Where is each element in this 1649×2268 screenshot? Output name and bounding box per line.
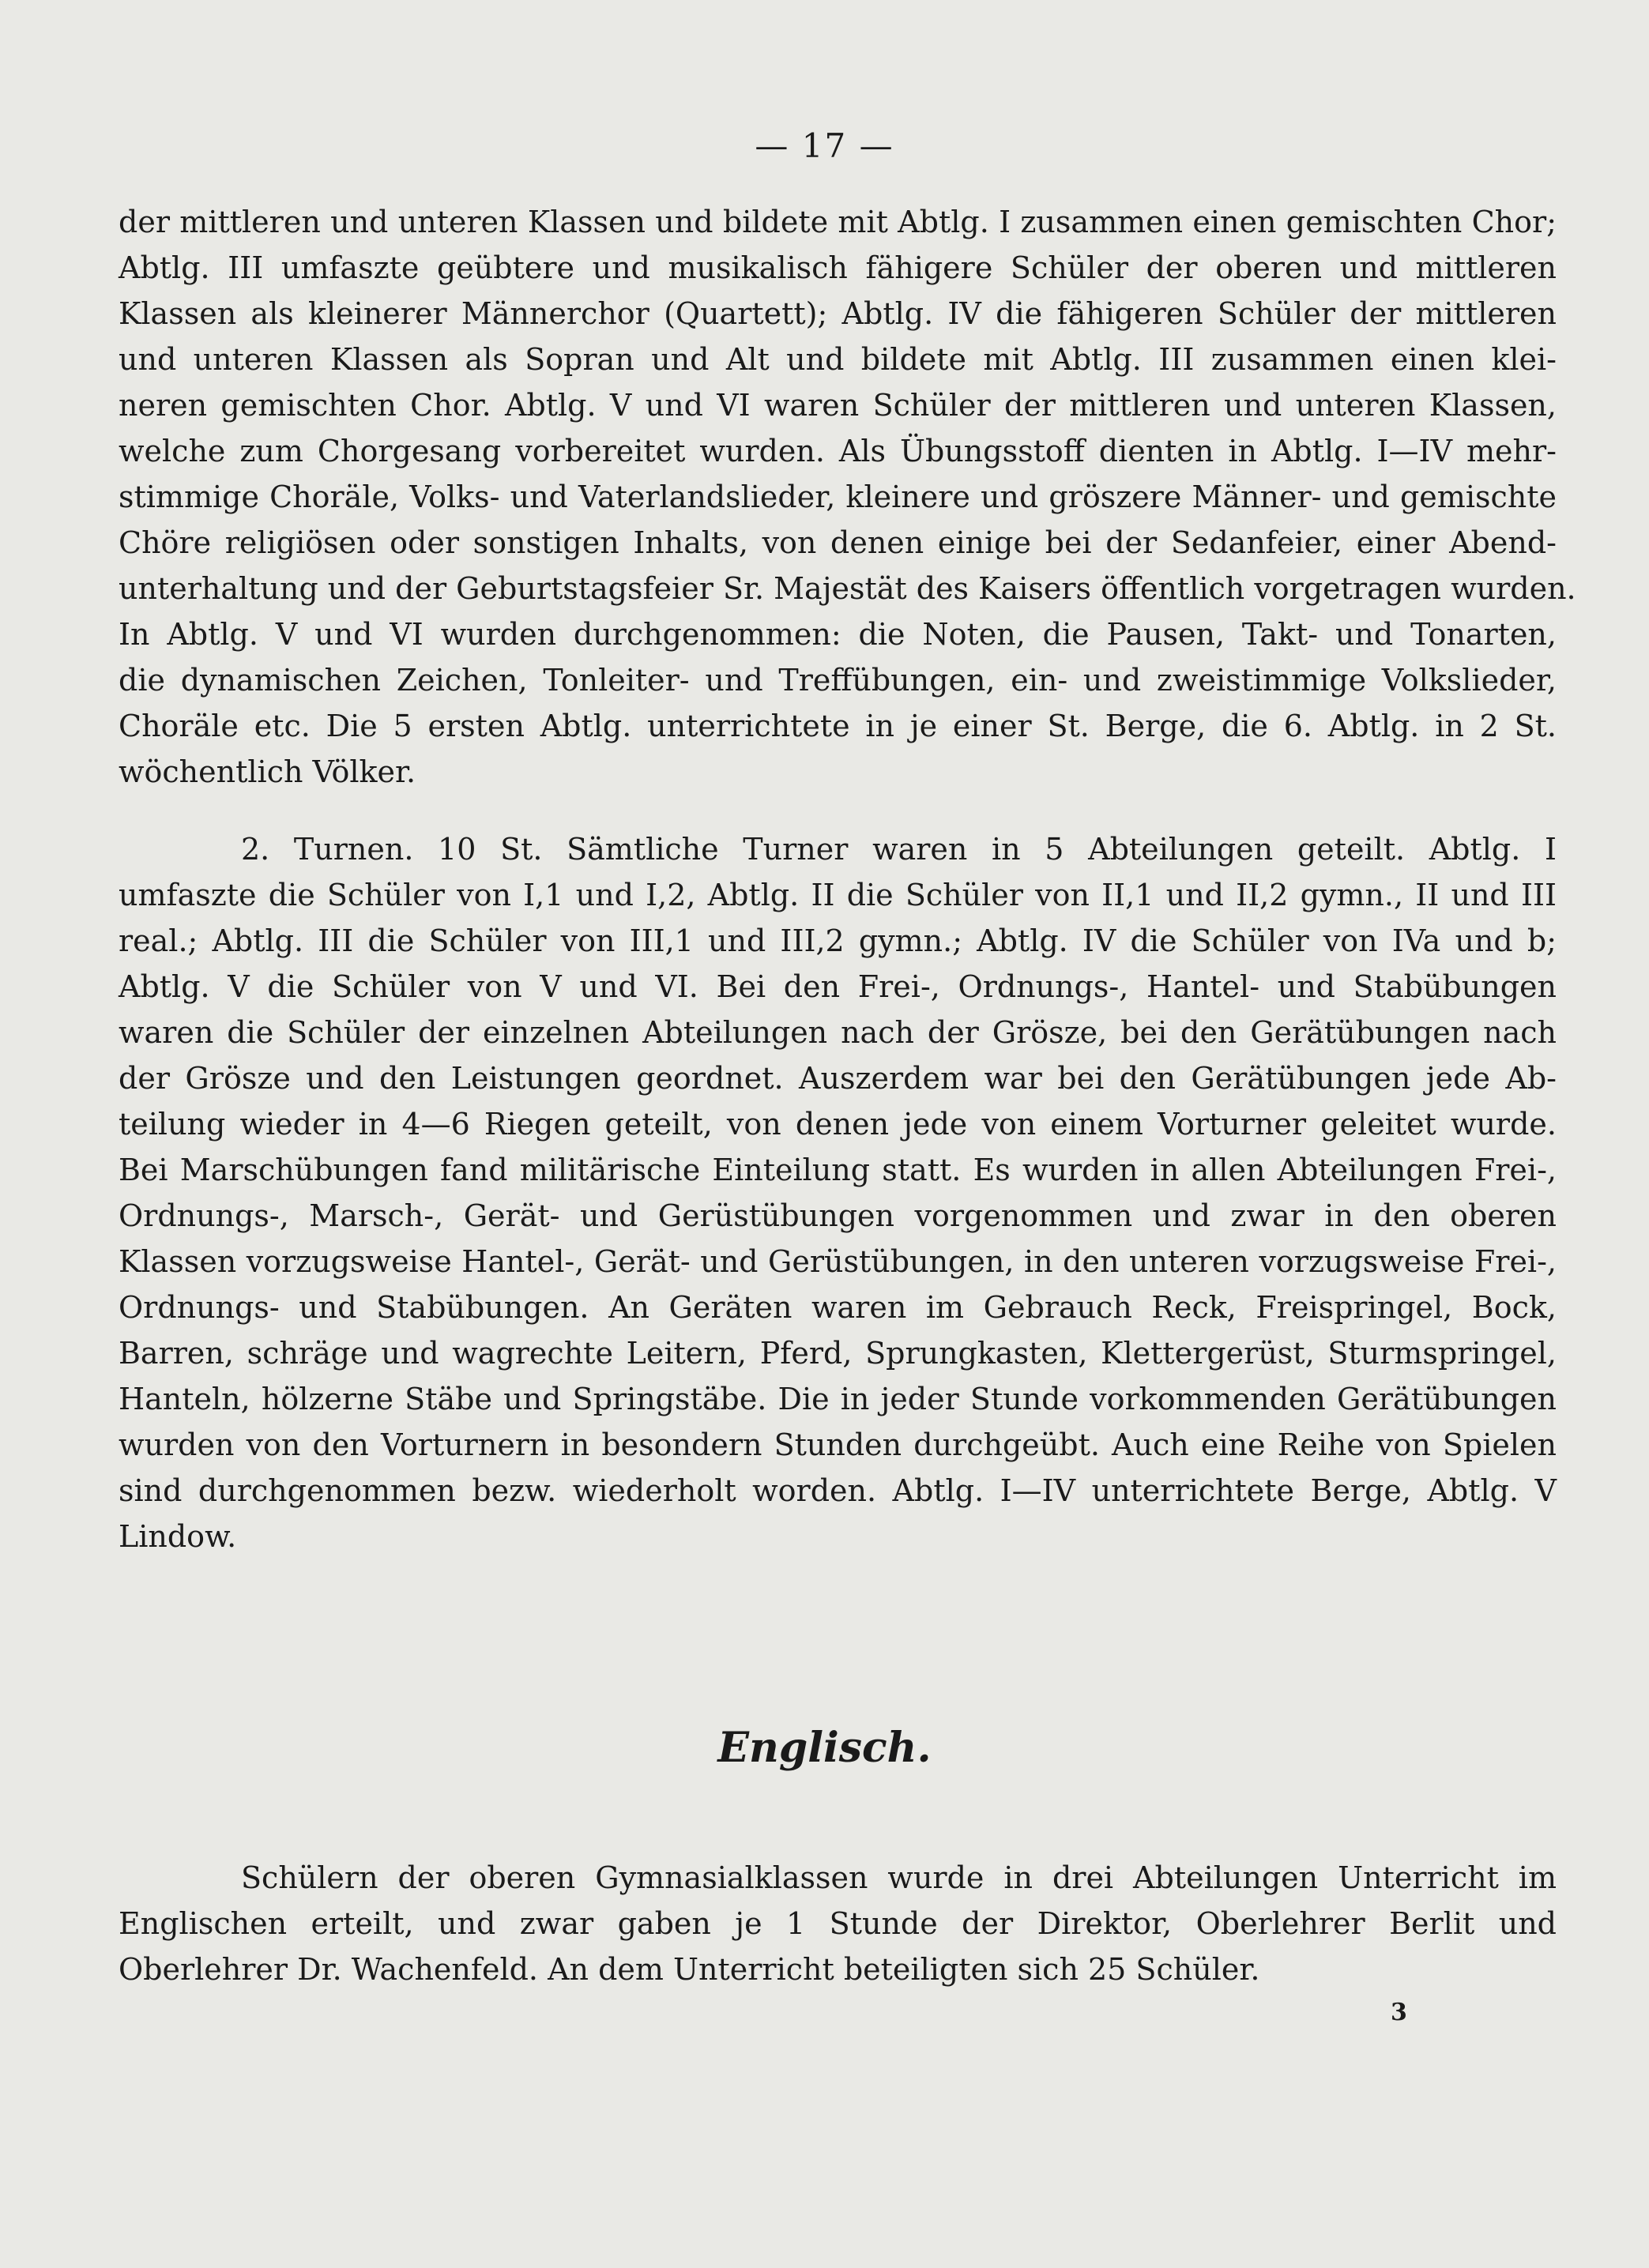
text-line: Barren, schräge und wagrechte Leitern, Pferd, Sprungkasten, Klettergerüst, Sturmspringel,: [119, 1336, 1557, 1371]
text-line: teilung wieder in 4—6 Riegen geteilt, von denen jede von einem Vorturner geleitet wurde.: [119, 1107, 1557, 1142]
text-line: Klassen vorzugsweise Hantel-, Gerät- und Gerüstübungen, in den unteren vorzugsweise Frei-,: [119, 1244, 1557, 1279]
text-line: Oberlehrer Dr. Wachenfeld. An dem Unterricht beteiligten sich 25 Schüler.: [119, 1952, 1260, 1987]
text-line: Chöre religiösen oder sonstigen Inhalts, von denen einige bei der Sedanfeier, einer Abend-: [119, 525, 1557, 560]
text-line: waren die Schüler der einzelnen Abteilungen nach der Grösze, bei den Gerätübungen nach: [119, 1015, 1557, 1050]
signature-mark: 3: [1391, 1999, 1407, 2026]
section-singing-text: [119, 199, 1576, 795]
text-line: die dynamischen Zeichen, Tonleiter- und Treffübungen, ein- und zweistimmige Volkslieder,: [119, 663, 1557, 698]
text-line: neren gemischten Chor. Abtlg. V und VI waren Schüler der mittleren und unteren Klassen,: [119, 388, 1557, 423]
text-line: Abtlg. V die Schüler von V und VI. Bei den Frei-, Ordnungs-, Hantel- und Stabübungen: [119, 969, 1557, 1004]
text-line: welche zum Chorgesang vorbereitet wurden. Als Übungsstoff dienten in Abtlg. I—IV mehr-: [119, 434, 1557, 468]
text-line: stimmige Choräle, Volks- und Vaterlandslieder, kleinere und gröszere Männer- und gemischte: [119, 480, 1557, 514]
text-line: 2. Turnen. 10 St. Sämtliche Turner waren in 5 Abteilungen geteilt. Abtlg. I: [241, 832, 1557, 867]
text-line: Englischen erteilt, und zwar gaben je 1 Stunde der Direktor, Oberlehrer Berlit und: [119, 1906, 1557, 1941]
page-number: — 17 —: [755, 126, 894, 165]
text-line: der mittleren und unteren Klassen und bildete mit Abtlg. I zusammen einen gemischten Chor;: [119, 205, 1557, 239]
text-line: Lindow.: [119, 1519, 237, 1554]
text-line: wöchentlich Völker.: [119, 754, 416, 789]
section-gymnastics-text: [119, 826, 1557, 1559]
section-english-text: [119, 1855, 1557, 1992]
text-line: Abtlg. III umfaszte geübtere und musikalisch fähigere Schüler der oberen und mittleren: [119, 250, 1557, 285]
text-line: unterhaltung und der Geburtstagsfeier Sr. Majestät des Kaisers öffentlich vorgetragen wurden.: [119, 571, 1576, 606]
text-line: Schülern der oberen Gymnasialklassen wurde in drei Abteilungen Unterricht im: [241, 1860, 1557, 1895]
text-line: umfaszte die Schüler von I,1 und I,2, Abtlg. II die Schüler von II,1 und II,2 gymn., II und III: [119, 878, 1557, 912]
text-line: Hanteln, hölzerne Stäbe und Springstäbe. Die in jeder Stunde vorkommenden Gerätübungen: [119, 1382, 1557, 1416]
text-line: Klassen als kleinerer Männerchor (Quartett); Abtlg. IV die fähigeren Schüler der mittleren: [119, 296, 1557, 331]
text-line: der Grösze und den Leistungen geordnet. Auszerdem war bei den Gerätübungen jede Ab-: [119, 1061, 1557, 1096]
text-line: In Abtlg. V und VI wurden durchgenommen: die Noten, die Pausen, Takt- und Tonarten,: [119, 617, 1557, 652]
text-line: real.; Abtlg. III die Schüler von III,1 und III,2 gymn.; Abtlg. IV die Schüler von IVa und b;: [119, 923, 1557, 958]
text-line: Bei Marschübungen fand militärische Einteilung statt. Es wurden in allen Abteilungen Frei-,: [119, 1153, 1557, 1187]
text-line: Ordnungs- und Stabübungen. An Geräten waren im Gebrauch Reck, Freispringel, Bock,: [119, 1290, 1557, 1325]
text-line: sind durchgenommen bezw. wiederholt worden. Abtlg. I—IV unterrichtete Berge, Abtlg. V: [119, 1473, 1557, 1508]
text-line: wurden von den Vorturnern in besondern Stunden durchgeübt. Auch eine Reihe von Spielen: [119, 1427, 1557, 1462]
text-line: und unteren Klassen als Sopran und Alt und bildete mit Abtlg. III zusammen einen klei-: [119, 342, 1557, 377]
text-line: Ordnungs-, Marsch-, Gerät- und Gerüstübungen vorgenommen und zwar in den oberen: [119, 1198, 1557, 1233]
text-line: Choräle etc. Die 5 ersten Abtlg. unterrichtete in je einer St. Berge, die 6. Abtlg. in 2 St.: [119, 709, 1557, 743]
section-heading-englisch: Englisch.: [717, 1724, 932, 1772]
